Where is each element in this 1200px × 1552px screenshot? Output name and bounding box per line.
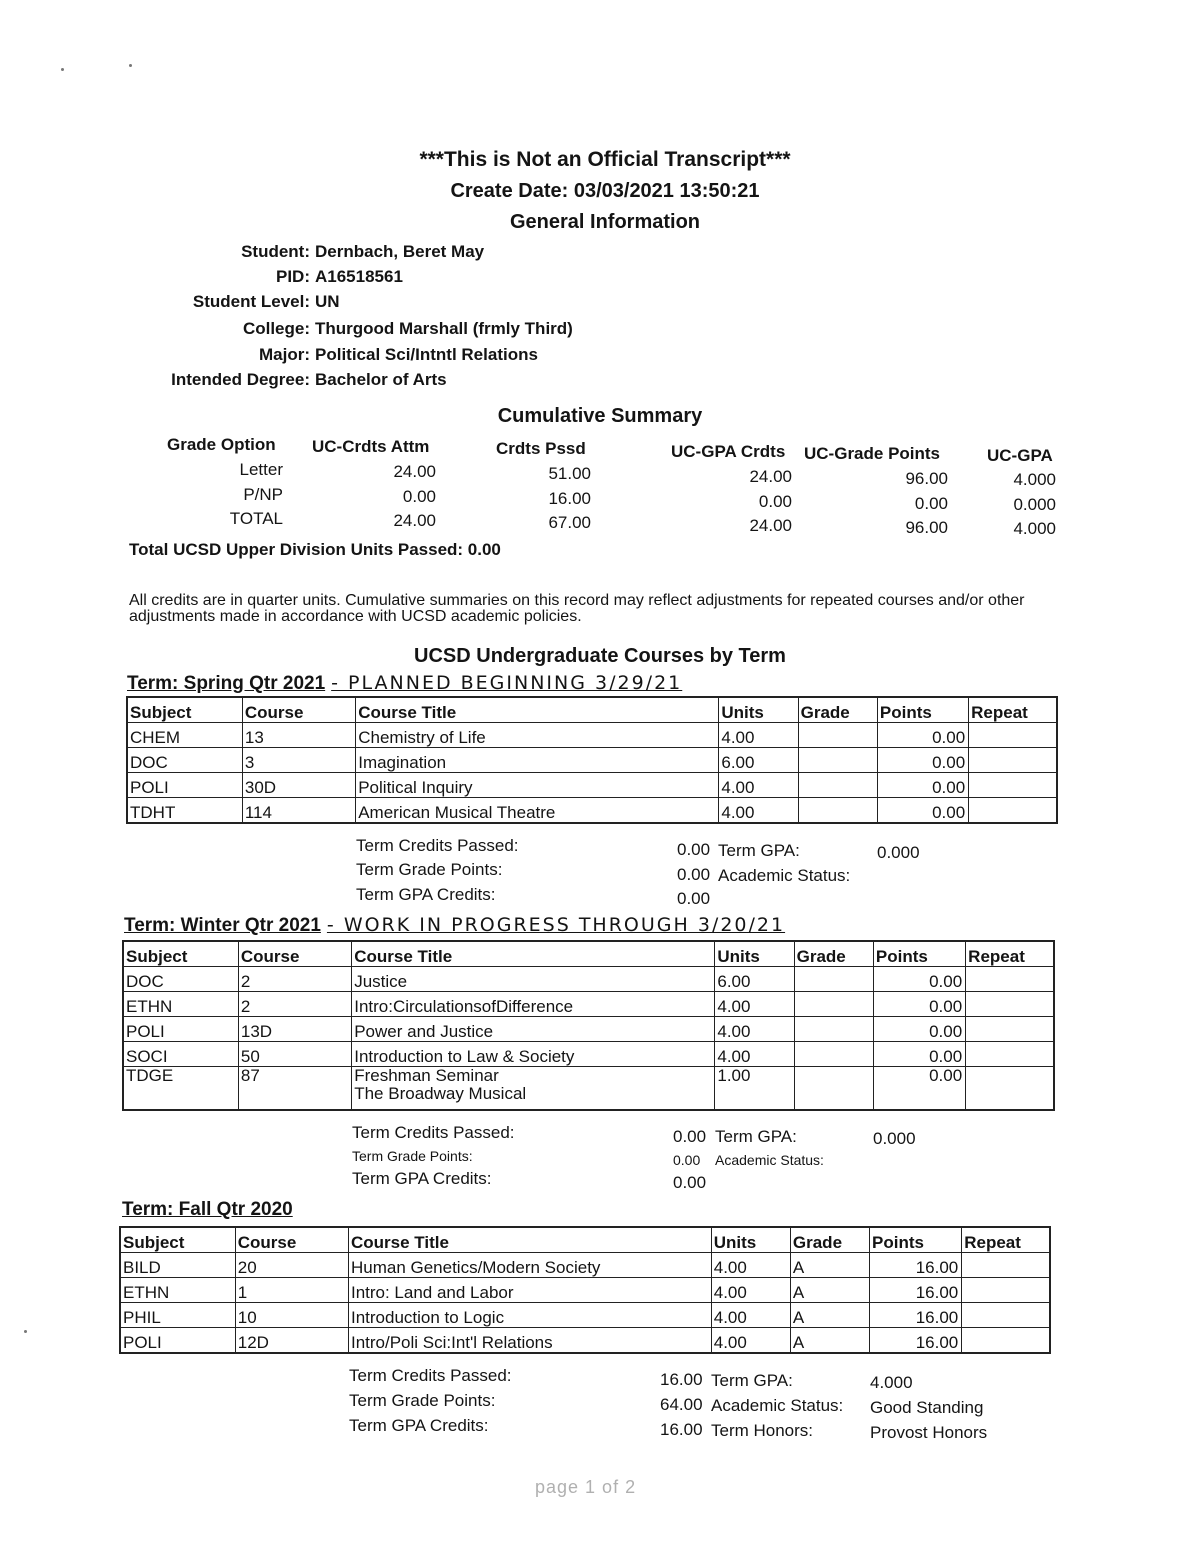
title-cell: Human Genetics/Modern Society — [348, 1253, 711, 1278]
course-cell: 114 — [242, 798, 355, 824]
term-label: Term: Fall Qtr 2020 — [122, 1199, 293, 1220]
course-cell: 13D — [238, 1017, 351, 1042]
table-header-row — [123, 941, 1054, 967]
term-gpa-label: Term GPA: — [718, 841, 800, 860]
course-cell: 10 — [235, 1303, 348, 1328]
info-intended-degree — [0, 370, 800, 396]
subject-cell: TDHT — [127, 798, 242, 824]
term-gpa-credits-label: Term GPA Credits: — [356, 885, 496, 904]
cum-cell: 0.00 — [402, 487, 436, 506]
points-cell: 16.00 — [870, 1328, 962, 1354]
col-repeat: Repeat — [966, 941, 1054, 967]
title-cell: Chemistry of Life — [356, 723, 719, 748]
term-gpa-label: Term GPA: — [711, 1371, 793, 1390]
col-grade: Grade — [790, 1227, 869, 1253]
cum-cell: 0.00 — [914, 494, 948, 513]
cum-cell: 51.00 — [548, 464, 591, 483]
points-cell: 0.00 — [873, 1067, 965, 1111]
title-cell: Introduction to Law & Society — [352, 1042, 715, 1067]
points-cell: 0.00 — [873, 992, 965, 1017]
grade-cell: A — [790, 1328, 869, 1354]
subject-cell: POLI — [120, 1328, 235, 1354]
course-table-winter-2021 — [122, 940, 1055, 1111]
units-cell: 4.00 — [715, 1042, 794, 1067]
repeat-cell — [969, 748, 1057, 773]
general-info-heading: General Information — [509, 211, 701, 233]
table-row — [127, 773, 1057, 798]
info-label: Student Level: — [192, 292, 310, 311]
term-grade-points-value: 64.00 — [660, 1395, 703, 1414]
col-course: Course — [242, 697, 355, 723]
cum-cell: 0.000 — [1013, 495, 1056, 514]
table-row — [127, 748, 1057, 773]
academic-status-value: Good Standing — [870, 1398, 984, 1417]
col-points: Points — [873, 941, 965, 967]
course-cell: 2 — [238, 992, 351, 1017]
repeat-cell — [969, 773, 1057, 798]
term-gpa-value: 0.000 — [877, 843, 920, 862]
cum-header: UC-Crdts Attm — [312, 437, 430, 456]
course-cell: 2 — [238, 967, 351, 992]
title-cell: Introduction to Logic — [348, 1303, 711, 1328]
col-grade: Grade — [794, 941, 873, 967]
title-cell: Justice — [352, 967, 715, 992]
term-label: Term: Spring Qtr 2021 — [127, 673, 326, 694]
course-cell: 50 — [238, 1042, 351, 1067]
grade-cell: A — [790, 1253, 869, 1278]
grade-cell — [798, 723, 877, 748]
term-honors-value: Provost Honors — [870, 1423, 988, 1442]
col-subject: Subject — [123, 941, 238, 967]
info-label: Major: — [259, 345, 310, 364]
repeat-cell — [966, 1067, 1054, 1111]
table-row — [123, 967, 1054, 992]
cum-cell: 24.00 — [393, 462, 436, 481]
term-gpa-credits-value: 16.00 — [660, 1420, 703, 1439]
subject-cell: BILD — [120, 1253, 235, 1278]
grade-cell — [794, 1042, 873, 1067]
title-cell: Intro:CirculationsofDifference — [352, 992, 715, 1017]
repeat-cell — [966, 992, 1054, 1017]
term-grade-points-label: Term Grade Points: — [356, 860, 503, 879]
term-grade-points-value: 0.00 — [677, 865, 711, 884]
term-credits-passed-label: Term Credits Passed: — [352, 1123, 515, 1142]
info-pid — [0, 267, 800, 293]
info-label: Student: — [241, 242, 310, 261]
disclaimer-title: ***This is Not an Official Transcript*** — [419, 148, 791, 171]
col-points: Points — [877, 697, 968, 723]
grade-cell — [794, 967, 873, 992]
cum-cell: P/NP — [243, 485, 283, 504]
col-units: Units — [719, 697, 798, 723]
grade-cell — [794, 1017, 873, 1042]
table-header-row — [120, 1227, 1050, 1253]
handwritten-annotation: - WORK IN PROGRESS THROUGH 3/20/21 — [326, 914, 786, 936]
units-cell: 6.00 — [715, 967, 794, 992]
table-row — [123, 1017, 1054, 1042]
col-title: Course Title — [356, 697, 719, 723]
course-cell: 3 — [242, 748, 355, 773]
courses-by-term-heading: UCSD Undergraduate Courses by Term — [414, 645, 786, 667]
info-major — [0, 345, 800, 371]
title-cell: Intro/Poli Sci:Int'l Relations — [348, 1328, 711, 1354]
title-cell: Imagination — [356, 748, 719, 773]
cum-cell: 4.000 — [1013, 519, 1056, 538]
cum-cell: 16.00 — [548, 489, 591, 508]
academic-status-label: Academic Status: — [718, 866, 851, 885]
academic-status-label: Academic Status: — [715, 1152, 824, 1168]
points-cell: 0.00 — [873, 967, 965, 992]
cum-cell: Letter — [239, 460, 283, 479]
points-cell: 0.00 — [877, 748, 968, 773]
info-value: A16518561 — [315, 267, 403, 286]
create-date: Create Date: 03/03/2021 13:50:21 — [450, 180, 760, 202]
cum-cell: 96.00 — [905, 469, 948, 488]
course-cell: 12D — [235, 1328, 348, 1354]
title-cell: Political Inquiry — [356, 773, 719, 798]
title-cell — [352, 1067, 715, 1111]
col-subject: Subject — [127, 697, 242, 723]
units-cell: 4.00 — [711, 1303, 790, 1328]
term-label: Term: Winter Qtr 2021 — [124, 915, 321, 936]
title-line-2: The Broadway Musical — [354, 1084, 527, 1103]
subject-cell: ETHN — [120, 1278, 235, 1303]
info-value: Dernbach, Beret May — [315, 242, 485, 261]
col-repeat: Repeat — [969, 697, 1057, 723]
col-course: Course — [238, 941, 351, 967]
col-title: Course Title — [352, 941, 715, 967]
repeat-cell — [966, 1042, 1054, 1067]
info-label: College: — [242, 319, 310, 338]
grade-cell — [794, 1067, 873, 1111]
course-cell: 1 — [235, 1278, 348, 1303]
cum-header: UC-Grade Points — [804, 444, 941, 463]
course-cell: 87 — [238, 1067, 351, 1111]
grade-cell: A — [790, 1278, 869, 1303]
info-label: Intended Degree: — [171, 370, 310, 389]
repeat-cell — [962, 1278, 1050, 1303]
info-value: Bachelor of Arts — [315, 370, 447, 389]
title-line-1: Freshman Seminar — [354, 1066, 499, 1085]
units-cell: 4.00 — [711, 1328, 790, 1354]
points-cell: 0.00 — [877, 723, 968, 748]
page-number: page 1 of 2 — [535, 1477, 637, 1497]
info-value: UN — [315, 292, 340, 311]
course-table-fall-2020 — [119, 1226, 1051, 1354]
course-table-spring-2021 — [126, 696, 1058, 824]
grade-cell — [794, 992, 873, 1017]
handwritten-annotation: - PLANNED BEGINNING 3/29/21 — [331, 672, 683, 694]
course-cell: 13 — [242, 723, 355, 748]
col-units: Units — [715, 941, 794, 967]
cum-cell: 24.00 — [393, 511, 436, 530]
info-student — [0, 242, 800, 268]
term-credits-passed-label: Term Credits Passed: — [349, 1366, 512, 1385]
col-course: Course — [235, 1227, 348, 1253]
course-cell: 30D — [242, 773, 355, 798]
subject-cell: DOC — [123, 967, 238, 992]
cum-cell: TOTAL — [229, 509, 283, 528]
title-cell: Power and Justice — [352, 1017, 715, 1042]
units-cell: 4.00 — [719, 798, 798, 824]
cum-header: Grade Option — [167, 435, 276, 454]
credits-note: All credits are in quarter units. Cumulative summaries on this record may reflect adjustments for repeated courses and/or other adjustments made in accordance with UCSD academic policies. — [129, 592, 1025, 625]
info-college — [0, 319, 800, 345]
info-student-level — [0, 292, 800, 318]
points-cell: 0.00 — [877, 798, 968, 824]
cum-cell: 4.000 — [1013, 470, 1056, 489]
scan-speck — [129, 64, 132, 67]
title-cell: Intro: Land and Labor — [348, 1278, 711, 1303]
course-cell: 20 — [235, 1253, 348, 1278]
scan-speck — [61, 68, 64, 71]
units-cell: 4.00 — [719, 723, 798, 748]
col-grade: Grade — [798, 697, 877, 723]
term-credits-passed-value: 0.00 — [677, 840, 711, 859]
term-gpa-value: 4.000 — [870, 1373, 913, 1392]
subject-cell: PHIL — [120, 1303, 235, 1328]
term-grade-points-label: Term Grade Points: — [352, 1148, 473, 1164]
term-credits-passed-label: Term Credits Passed: — [356, 836, 519, 855]
title-cell: American Musical Theatre — [356, 798, 719, 824]
subject-cell: DOC — [127, 748, 242, 773]
col-title: Course Title — [348, 1227, 711, 1253]
units-cell: 1.00 — [715, 1067, 794, 1111]
table-row — [127, 723, 1057, 748]
term-gpa-credits-label: Term GPA Credits: — [352, 1169, 492, 1188]
units-cell: 6.00 — [719, 748, 798, 773]
units-cell: 4.00 — [715, 992, 794, 1017]
term-gpa-label: Term GPA: — [715, 1127, 797, 1146]
col-subject: Subject — [120, 1227, 235, 1253]
cum-cell: 0.00 — [758, 492, 792, 511]
table-row — [123, 1042, 1054, 1067]
points-cell: 0.00 — [877, 773, 968, 798]
table-row — [120, 1253, 1050, 1278]
subject-cell: TDGE — [123, 1067, 238, 1111]
academic-status-label: Academic Status: — [711, 1396, 844, 1415]
term-grade-points-value: 0.00 — [673, 1152, 701, 1168]
term-gpa-credits-value: 0.00 — [673, 1173, 707, 1192]
cum-header: UC-GPA — [987, 446, 1053, 465]
term-gpa-credits-label: Term GPA Credits: — [349, 1416, 489, 1435]
term-credits-passed-value: 16.00 — [660, 1370, 703, 1389]
table-row — [120, 1303, 1050, 1328]
term-gpa-value: 0.000 — [873, 1129, 916, 1148]
subject-cell: SOCI — [123, 1042, 238, 1067]
term-gpa-credits-value: 0.00 — [677, 889, 711, 908]
repeat-cell — [969, 798, 1057, 824]
cumulative-summary-heading: Cumulative Summary — [497, 405, 703, 427]
col-units: Units — [711, 1227, 790, 1253]
repeat-cell — [962, 1253, 1050, 1278]
units-cell: 4.00 — [715, 1017, 794, 1042]
repeat-cell — [966, 967, 1054, 992]
col-repeat: Repeat — [962, 1227, 1050, 1253]
col-points: Points — [870, 1227, 962, 1253]
cum-header: Crdts Pssd — [496, 439, 586, 458]
grade-cell — [798, 773, 877, 798]
term-heading-fall-2020 — [122, 1199, 293, 1221]
term-heading-spring-2021 — [127, 672, 682, 695]
subject-cell: ETHN — [123, 992, 238, 1017]
subject-cell: POLI — [127, 773, 242, 798]
term-heading-winter-2021 — [124, 914, 785, 937]
term-credits-passed-value: 0.00 — [673, 1127, 707, 1146]
cum-header: UC-GPA Crdts — [671, 442, 786, 461]
cum-cell: 96.00 — [905, 518, 948, 537]
points-cell: 0.00 — [873, 1042, 965, 1067]
grade-cell — [798, 748, 877, 773]
cum-cell: 24.00 — [749, 467, 792, 486]
cum-cell: 67.00 — [548, 513, 591, 532]
subject-cell: CHEM — [127, 723, 242, 748]
table-row — [127, 798, 1057, 824]
units-cell: 4.00 — [719, 773, 798, 798]
points-cell: 16.00 — [870, 1253, 962, 1278]
table-header-row — [127, 697, 1057, 723]
subject-cell: POLI — [123, 1017, 238, 1042]
table-row — [120, 1328, 1050, 1354]
upper-division-units: Total UCSD Upper Division Units Passed: 0.00 — [129, 540, 501, 559]
table-row — [120, 1278, 1050, 1303]
info-label: PID: — [276, 267, 310, 286]
repeat-cell — [962, 1328, 1050, 1354]
units-cell: 4.00 — [711, 1253, 790, 1278]
scan-speck — [24, 1330, 27, 1333]
term-honors-label: Term Honors: — [711, 1421, 814, 1440]
points-cell: 0.00 — [873, 1017, 965, 1042]
table-row — [123, 1067, 1054, 1111]
repeat-cell — [969, 723, 1057, 748]
grade-cell: A — [790, 1303, 869, 1328]
term-grade-points-label: Term Grade Points: — [349, 1391, 496, 1410]
repeat-cell — [966, 1017, 1054, 1042]
units-cell: 4.00 — [711, 1278, 790, 1303]
info-value: Political Sci/Intntl Relations — [315, 345, 538, 364]
points-cell: 16.00 — [870, 1303, 962, 1328]
info-value: Thurgood Marshall (frmly Third) — [315, 319, 573, 338]
grade-cell — [798, 798, 877, 824]
cum-cell: 24.00 — [749, 516, 792, 535]
table-row — [123, 992, 1054, 1017]
repeat-cell — [962, 1303, 1050, 1328]
points-cell: 16.00 — [870, 1278, 962, 1303]
